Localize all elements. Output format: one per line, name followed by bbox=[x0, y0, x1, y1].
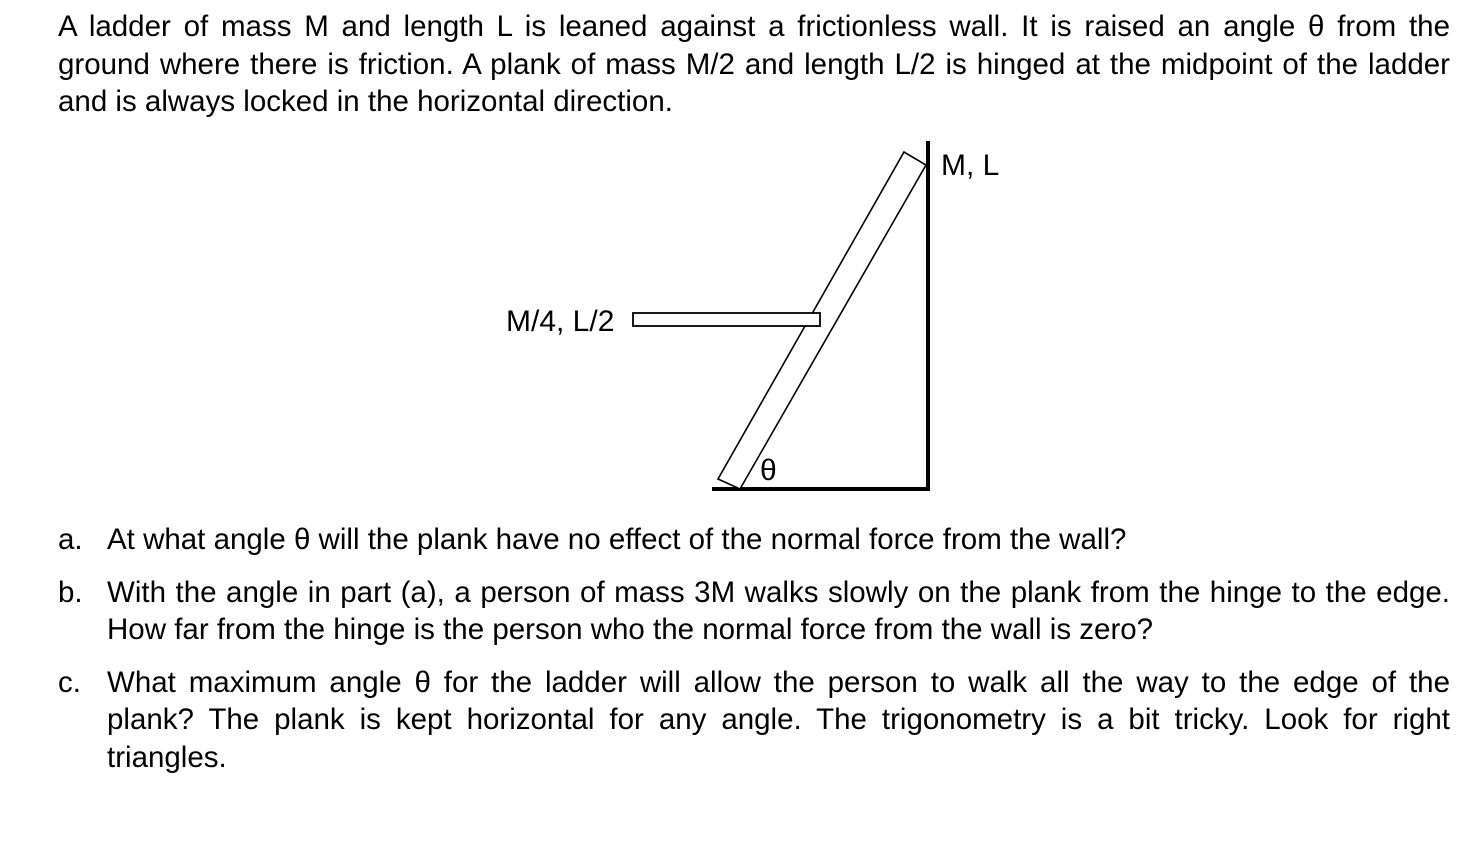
question-list bbox=[58, 521, 1450, 791]
question-text: What maximum angle θ for the ladder will allow the person to walk all the way to the edge of the plank? The plank is kept horizontal for any angle. The trigonometry is a bit tricky. Look for right triangles. bbox=[107, 665, 1450, 774]
question-marker: c. bbox=[58, 665, 81, 699]
question-marker: a. bbox=[58, 523, 83, 556]
question-c bbox=[58, 664, 1450, 777]
question-b bbox=[58, 574, 1450, 649]
question-text: With the angle in part (a), a person of mass 3M walks slowly on the plank from the hinge to the edge. How far from the hinge is the person who the normal force from the wall is zero? bbox=[107, 575, 1450, 646]
plank-label: M/4, L/2 bbox=[506, 305, 615, 338]
ladder-label: M, L bbox=[941, 149, 1000, 182]
plank bbox=[633, 313, 820, 326]
angle-label: θ bbox=[760, 454, 777, 487]
question-marker: b. bbox=[58, 575, 83, 609]
question-text: At what angle θ will the plank have no effect of the normal force from the wall? bbox=[107, 523, 1127, 556]
question-a bbox=[58, 521, 1450, 559]
problem-statement: A ladder of mass M and length L is leaned against a frictionless wall. It is raised an angle θ from the ground where there is friction. A plank of mass M/2 and length L/2 is hinged at the midpoint of the ladder and is always locked in the horizontal direction. bbox=[58, 10, 1450, 118]
